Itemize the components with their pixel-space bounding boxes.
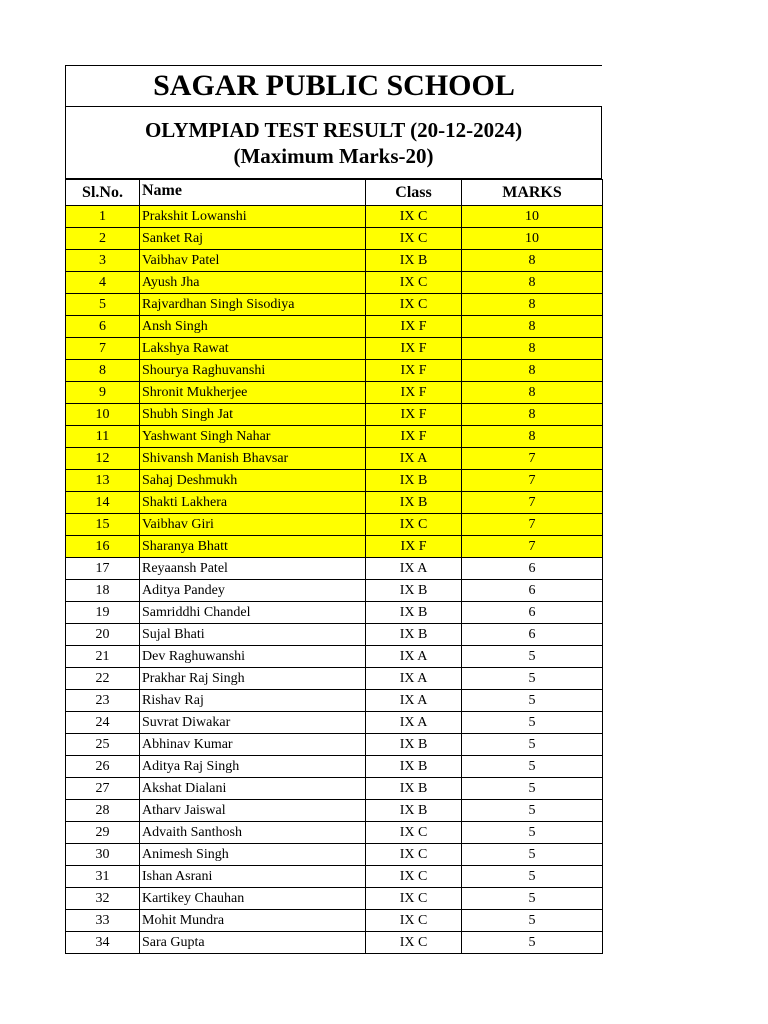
cell-class: IX B	[366, 778, 462, 800]
result-heading	[65, 107, 602, 179]
cell-slno: 32	[66, 888, 140, 910]
table-row	[66, 206, 603, 228]
cell-class: IX C	[366, 272, 462, 294]
cell-class: IX B	[366, 602, 462, 624]
cell-slno: 2	[66, 228, 140, 250]
cell-class: IX A	[366, 690, 462, 712]
cell-name: Shubh Singh Jat	[140, 404, 366, 426]
cell-class: IX B	[366, 756, 462, 778]
cell-slno: 9	[66, 382, 140, 404]
cell-marks: 5	[462, 866, 603, 888]
cell-class: IX C	[366, 822, 462, 844]
cell-slno: 23	[66, 690, 140, 712]
cell-marks: 7	[462, 536, 603, 558]
cell-class: IX C	[366, 294, 462, 316]
table-row	[66, 382, 603, 404]
cell-slno: 22	[66, 668, 140, 690]
cell-slno: 27	[66, 778, 140, 800]
max-marks-note: (Maximum Marks-20)	[233, 143, 434, 168]
cell-name: Ansh Singh	[140, 316, 366, 338]
cell-slno: 11	[66, 426, 140, 448]
cell-marks: 6	[462, 624, 603, 646]
cell-marks: 8	[462, 338, 603, 360]
cell-marks: 8	[462, 272, 603, 294]
cell-class: IX C	[366, 866, 462, 888]
cell-marks: 5	[462, 910, 603, 932]
cell-name: Vaibhav Patel	[140, 250, 366, 272]
cell-marks: 8	[462, 382, 603, 404]
cell-marks: 6	[462, 580, 603, 602]
table-row	[66, 844, 603, 866]
cell-slno: 12	[66, 448, 140, 470]
cell-name: Reyaansh Patel	[140, 558, 366, 580]
table-row	[66, 932, 603, 954]
table-row	[66, 360, 603, 382]
cell-slno: 13	[66, 470, 140, 492]
cell-marks: 5	[462, 932, 603, 954]
table-row	[66, 778, 603, 800]
table-row	[66, 712, 603, 734]
cell-name: Sahaj Deshmukh	[140, 470, 366, 492]
results-table	[65, 179, 603, 954]
cell-marks: 6	[462, 602, 603, 624]
cell-slno: 21	[66, 646, 140, 668]
cell-name: Abhinav Kumar	[140, 734, 366, 756]
cell-class: IX F	[366, 338, 462, 360]
cell-marks: 5	[462, 646, 603, 668]
cell-class: IX A	[366, 712, 462, 734]
cell-name: Sara Gupta	[140, 932, 366, 954]
table-row	[66, 404, 603, 426]
cell-class: IX C	[366, 228, 462, 250]
cell-name: Kartikey Chauhan	[140, 888, 366, 910]
cell-marks: 5	[462, 690, 603, 712]
cell-class: IX A	[366, 646, 462, 668]
cell-name: Vaibhav Giri	[140, 514, 366, 536]
cell-slno: 4	[66, 272, 140, 294]
table-row	[66, 558, 603, 580]
table-row	[66, 536, 603, 558]
table-row	[66, 338, 603, 360]
cell-marks: 10	[462, 228, 603, 250]
cell-class: IX C	[366, 844, 462, 866]
cell-name: Rishav Raj	[140, 690, 366, 712]
cell-slno: 1	[66, 206, 140, 228]
cell-name: Prakhar Raj Singh	[140, 668, 366, 690]
cell-class: IX F	[366, 316, 462, 338]
cell-class: IX B	[366, 470, 462, 492]
cell-name: Atharv Jaiswal	[140, 800, 366, 822]
cell-slno: 33	[66, 910, 140, 932]
table-row	[66, 580, 603, 602]
column-header-slno: Sl.No.	[66, 180, 140, 206]
result-sheet	[65, 65, 602, 954]
cell-marks: 5	[462, 800, 603, 822]
cell-class: IX B	[366, 800, 462, 822]
cell-slno: 19	[66, 602, 140, 624]
cell-class: IX A	[366, 558, 462, 580]
table-row	[66, 294, 603, 316]
cell-class: IX F	[366, 536, 462, 558]
table-row	[66, 470, 603, 492]
cell-slno: 24	[66, 712, 140, 734]
cell-marks: 10	[462, 206, 603, 228]
cell-class: IX F	[366, 382, 462, 404]
cell-name: Rajvardhan Singh Sisodiya	[140, 294, 366, 316]
table-row	[66, 646, 603, 668]
cell-marks: 5	[462, 756, 603, 778]
school-name: SAGAR PUBLIC SCHOOL	[65, 65, 602, 107]
cell-slno: 17	[66, 558, 140, 580]
table-row	[66, 690, 603, 712]
cell-marks: 7	[462, 448, 603, 470]
cell-marks: 8	[462, 316, 603, 338]
cell-name: Ishan Asrani	[140, 866, 366, 888]
cell-marks: 5	[462, 888, 603, 910]
cell-marks: 8	[462, 250, 603, 272]
cell-slno: 6	[66, 316, 140, 338]
table-row	[66, 756, 603, 778]
cell-slno: 10	[66, 404, 140, 426]
cell-name: Sharanya Bhatt	[140, 536, 366, 558]
cell-name: Suvrat Diwakar	[140, 712, 366, 734]
cell-name: Sanket Raj	[140, 228, 366, 250]
cell-marks: 5	[462, 668, 603, 690]
table-row	[66, 800, 603, 822]
cell-slno: 31	[66, 866, 140, 888]
table-row	[66, 734, 603, 756]
cell-marks: 8	[462, 404, 603, 426]
table-row	[66, 624, 603, 646]
results-body	[66, 206, 603, 954]
cell-slno: 3	[66, 250, 140, 272]
cell-slno: 28	[66, 800, 140, 822]
cell-class: IX B	[366, 580, 462, 602]
cell-name: Shivansh Manish Bhavsar	[140, 448, 366, 470]
table-row	[66, 426, 603, 448]
cell-marks: 7	[462, 492, 603, 514]
cell-slno: 25	[66, 734, 140, 756]
cell-name: Aditya Raj Singh	[140, 756, 366, 778]
cell-marks: 5	[462, 844, 603, 866]
table-row	[66, 668, 603, 690]
cell-marks: 7	[462, 514, 603, 536]
table-row	[66, 316, 603, 338]
cell-name: Shourya Raghuvanshi	[140, 360, 366, 382]
cell-name: Prakshit Lowanshi	[140, 206, 366, 228]
cell-class: IX B	[366, 492, 462, 514]
cell-class: IX F	[366, 426, 462, 448]
cell-class: IX C	[366, 206, 462, 228]
cell-slno: 18	[66, 580, 140, 602]
column-header-name: Name	[140, 180, 366, 206]
cell-name: Samriddhi Chandel	[140, 602, 366, 624]
cell-name: Ayush Jha	[140, 272, 366, 294]
cell-name: Aditya Pandey	[140, 580, 366, 602]
table-row	[66, 888, 603, 910]
cell-class: IX B	[366, 250, 462, 272]
cell-marks: 5	[462, 822, 603, 844]
cell-class: IX C	[366, 910, 462, 932]
cell-name: Animesh Singh	[140, 844, 366, 866]
table-row	[66, 514, 603, 536]
result-title: OLYMPIAD TEST RESULT (20-12-2024)	[144, 117, 523, 142]
cell-slno: 7	[66, 338, 140, 360]
cell-class: IX C	[366, 932, 462, 954]
cell-name: Advaith Santhosh	[140, 822, 366, 844]
table-row	[66, 822, 603, 844]
cell-slno: 30	[66, 844, 140, 866]
cell-class: IX C	[366, 888, 462, 910]
cell-slno: 5	[66, 294, 140, 316]
cell-slno: 34	[66, 932, 140, 954]
cell-class: IX F	[366, 360, 462, 382]
cell-marks: 5	[462, 734, 603, 756]
cell-marks: 7	[462, 470, 603, 492]
table-row	[66, 448, 603, 470]
cell-class: IX F	[366, 404, 462, 426]
cell-slno: 29	[66, 822, 140, 844]
cell-name: Shakti Lakhera	[140, 492, 366, 514]
cell-name: Lakshya Rawat	[140, 338, 366, 360]
cell-slno: 15	[66, 514, 140, 536]
cell-slno: 20	[66, 624, 140, 646]
cell-name: Mohit Mundra	[140, 910, 366, 932]
column-header-class: Class	[366, 180, 462, 206]
cell-class: IX A	[366, 448, 462, 470]
table-row	[66, 910, 603, 932]
cell-name: Shronit Mukherjee	[140, 382, 366, 404]
cell-class: IX A	[366, 668, 462, 690]
cell-class: IX B	[366, 624, 462, 646]
cell-slno: 16	[66, 536, 140, 558]
cell-class: IX C	[366, 514, 462, 536]
cell-name: Sujal Bhati	[140, 624, 366, 646]
cell-name: Yashwant Singh Nahar	[140, 426, 366, 448]
cell-class: IX B	[366, 734, 462, 756]
cell-slno: 8	[66, 360, 140, 382]
table-row	[66, 866, 603, 888]
header-row	[66, 180, 603, 206]
cell-marks: 8	[462, 426, 603, 448]
cell-marks: 5	[462, 712, 603, 734]
table-row	[66, 602, 603, 624]
cell-slno: 26	[66, 756, 140, 778]
table-row	[66, 250, 603, 272]
table-row	[66, 228, 603, 250]
cell-slno: 14	[66, 492, 140, 514]
table-row	[66, 492, 603, 514]
cell-marks: 5	[462, 778, 603, 800]
column-header-marks: MARKS	[462, 180, 603, 206]
cell-marks: 8	[462, 360, 603, 382]
cell-marks: 8	[462, 294, 603, 316]
cell-marks: 6	[462, 558, 603, 580]
table-row	[66, 272, 603, 294]
cell-name: Akshat Dialani	[140, 778, 366, 800]
cell-name: Dev Raghuwanshi	[140, 646, 366, 668]
